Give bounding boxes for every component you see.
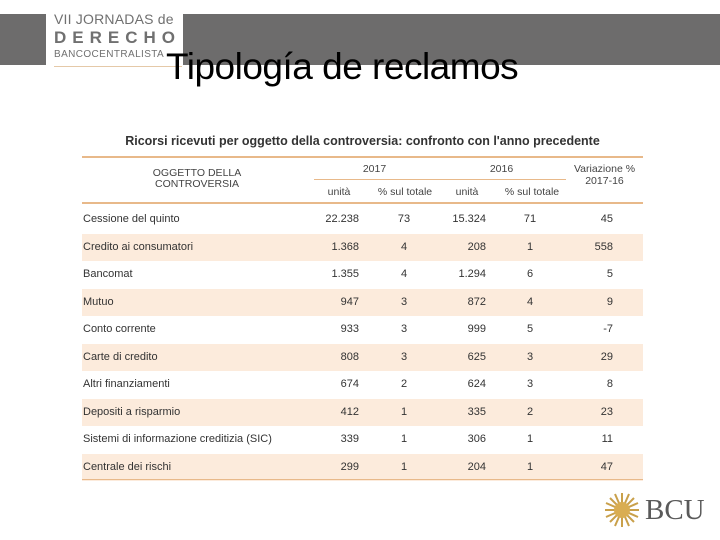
row-label: Altri finanziamenti — [83, 378, 170, 390]
pct-2016: 1 — [526, 240, 534, 253]
pct-2017: 3 — [400, 350, 408, 363]
pct-2017: 2 — [400, 378, 408, 390]
logo-line1: VII JORNADAS de — [54, 11, 174, 27]
pct-2017: 3 — [400, 323, 408, 335]
table-row — [82, 234, 643, 261]
units-2017-header: unità — [327, 186, 351, 198]
table-row — [82, 344, 643, 371]
table-row — [82, 261, 643, 288]
units-2016: 208 — [467, 240, 486, 253]
variation: 23 — [600, 405, 613, 418]
units-2016: 999 — [467, 323, 486, 335]
units-2017: 933 — [340, 323, 359, 335]
variation-header: Variazione % 2017-16 — [573, 163, 636, 187]
divider — [314, 179, 566, 180]
divider — [82, 156, 643, 158]
pct-2016: 4 — [526, 295, 534, 308]
pct-2016: 3 — [526, 350, 534, 363]
variation: 5 — [606, 268, 613, 280]
bcu-logo-text: BCU — [645, 494, 705, 526]
pct-2017: 1 — [400, 460, 408, 473]
sun-icon — [604, 492, 640, 528]
row-label: Centrale dei rischi — [83, 460, 172, 473]
table-row — [82, 426, 643, 453]
pct-2017-header: % sul totale — [377, 186, 433, 198]
variation: 11 — [601, 433, 613, 445]
units-2017: 412 — [340, 405, 359, 418]
units-2017: 947 — [340, 295, 359, 308]
units-2016: 204 — [467, 460, 486, 473]
units-2016: 625 — [467, 350, 486, 363]
variation: 558 — [594, 240, 613, 253]
pct-2016: 1 — [526, 460, 534, 473]
pct-2017: 4 — [400, 240, 408, 253]
units-2016: 15.324 — [452, 213, 486, 225]
table-row — [82, 399, 643, 426]
pct-2017: 4 — [400, 268, 408, 280]
units-2016: 624 — [467, 378, 486, 390]
units-2016-header: unità — [455, 186, 479, 198]
units-2017: 1.355 — [331, 268, 359, 280]
logo-rule — [54, 66, 182, 67]
pct-2017: 73 — [397, 213, 411, 225]
units-2017: 1.368 — [331, 240, 359, 253]
table-row — [82, 289, 643, 316]
units-2016: 1.294 — [458, 268, 486, 280]
pct-2016: 5 — [526, 323, 534, 335]
row-label: Sistemi di informazione creditizia (SIC) — [83, 433, 272, 445]
units-2016: 335 — [467, 405, 486, 418]
variation: 47 — [600, 460, 613, 473]
units-2016: 306 — [467, 433, 486, 445]
divider — [82, 479, 643, 480]
variation: 8 — [606, 378, 613, 390]
pct-2016: 71 — [523, 213, 537, 225]
year-2016-header: 2016 — [489, 163, 514, 175]
row-label: Cessione del quinto — [83, 213, 180, 225]
units-2017: 22.238 — [325, 213, 359, 225]
divider — [82, 202, 643, 204]
row-label: Conto corrente — [83, 323, 156, 335]
logo-line3: BANCOCENTRALISTA — [54, 49, 165, 60]
year-2017-header: 2017 — [362, 163, 387, 175]
pct-2016: 6 — [526, 268, 534, 280]
table-row — [82, 206, 643, 233]
units-2017: 674 — [340, 378, 359, 390]
logo-line2: DERECHO — [54, 28, 182, 47]
units-2016: 872 — [467, 295, 486, 308]
row-label: Mutuo — [83, 295, 114, 308]
row-label: Credito ai consumatori — [83, 240, 194, 253]
row-label: Carte di credito — [83, 350, 158, 363]
table-title: Ricorsi ricevuti per oggetto della controversia: confronto con l'anno precedente — [125, 134, 600, 148]
table-row — [82, 371, 643, 398]
pct-2016: 3 — [526, 378, 534, 390]
pct-2016: 2 — [526, 405, 534, 418]
row-label: Depositi a risparmio — [83, 405, 181, 418]
pct-2017: 1 — [400, 433, 408, 445]
pct-2016-header: % sul totale — [504, 186, 560, 198]
variation: 29 — [600, 350, 613, 363]
col-object-header: OGGETTO DELLA CONTROVERSIA — [152, 167, 242, 190]
units-2017: 808 — [340, 350, 359, 363]
variation: 45 — [600, 213, 613, 225]
row-label: Bancomat — [83, 268, 133, 280]
pct-2016: 1 — [526, 433, 534, 445]
table-row — [82, 454, 643, 481]
variation: -7 — [603, 323, 613, 335]
slide-title: Tipología de reclamos — [166, 46, 519, 87]
table-row — [82, 316, 643, 343]
variation: 9 — [606, 295, 613, 308]
units-2017: 299 — [340, 460, 359, 473]
units-2017: 339 — [340, 433, 359, 445]
pct-2017: 3 — [400, 295, 408, 308]
event-logo — [46, 8, 183, 66]
pct-2017: 1 — [400, 405, 408, 418]
